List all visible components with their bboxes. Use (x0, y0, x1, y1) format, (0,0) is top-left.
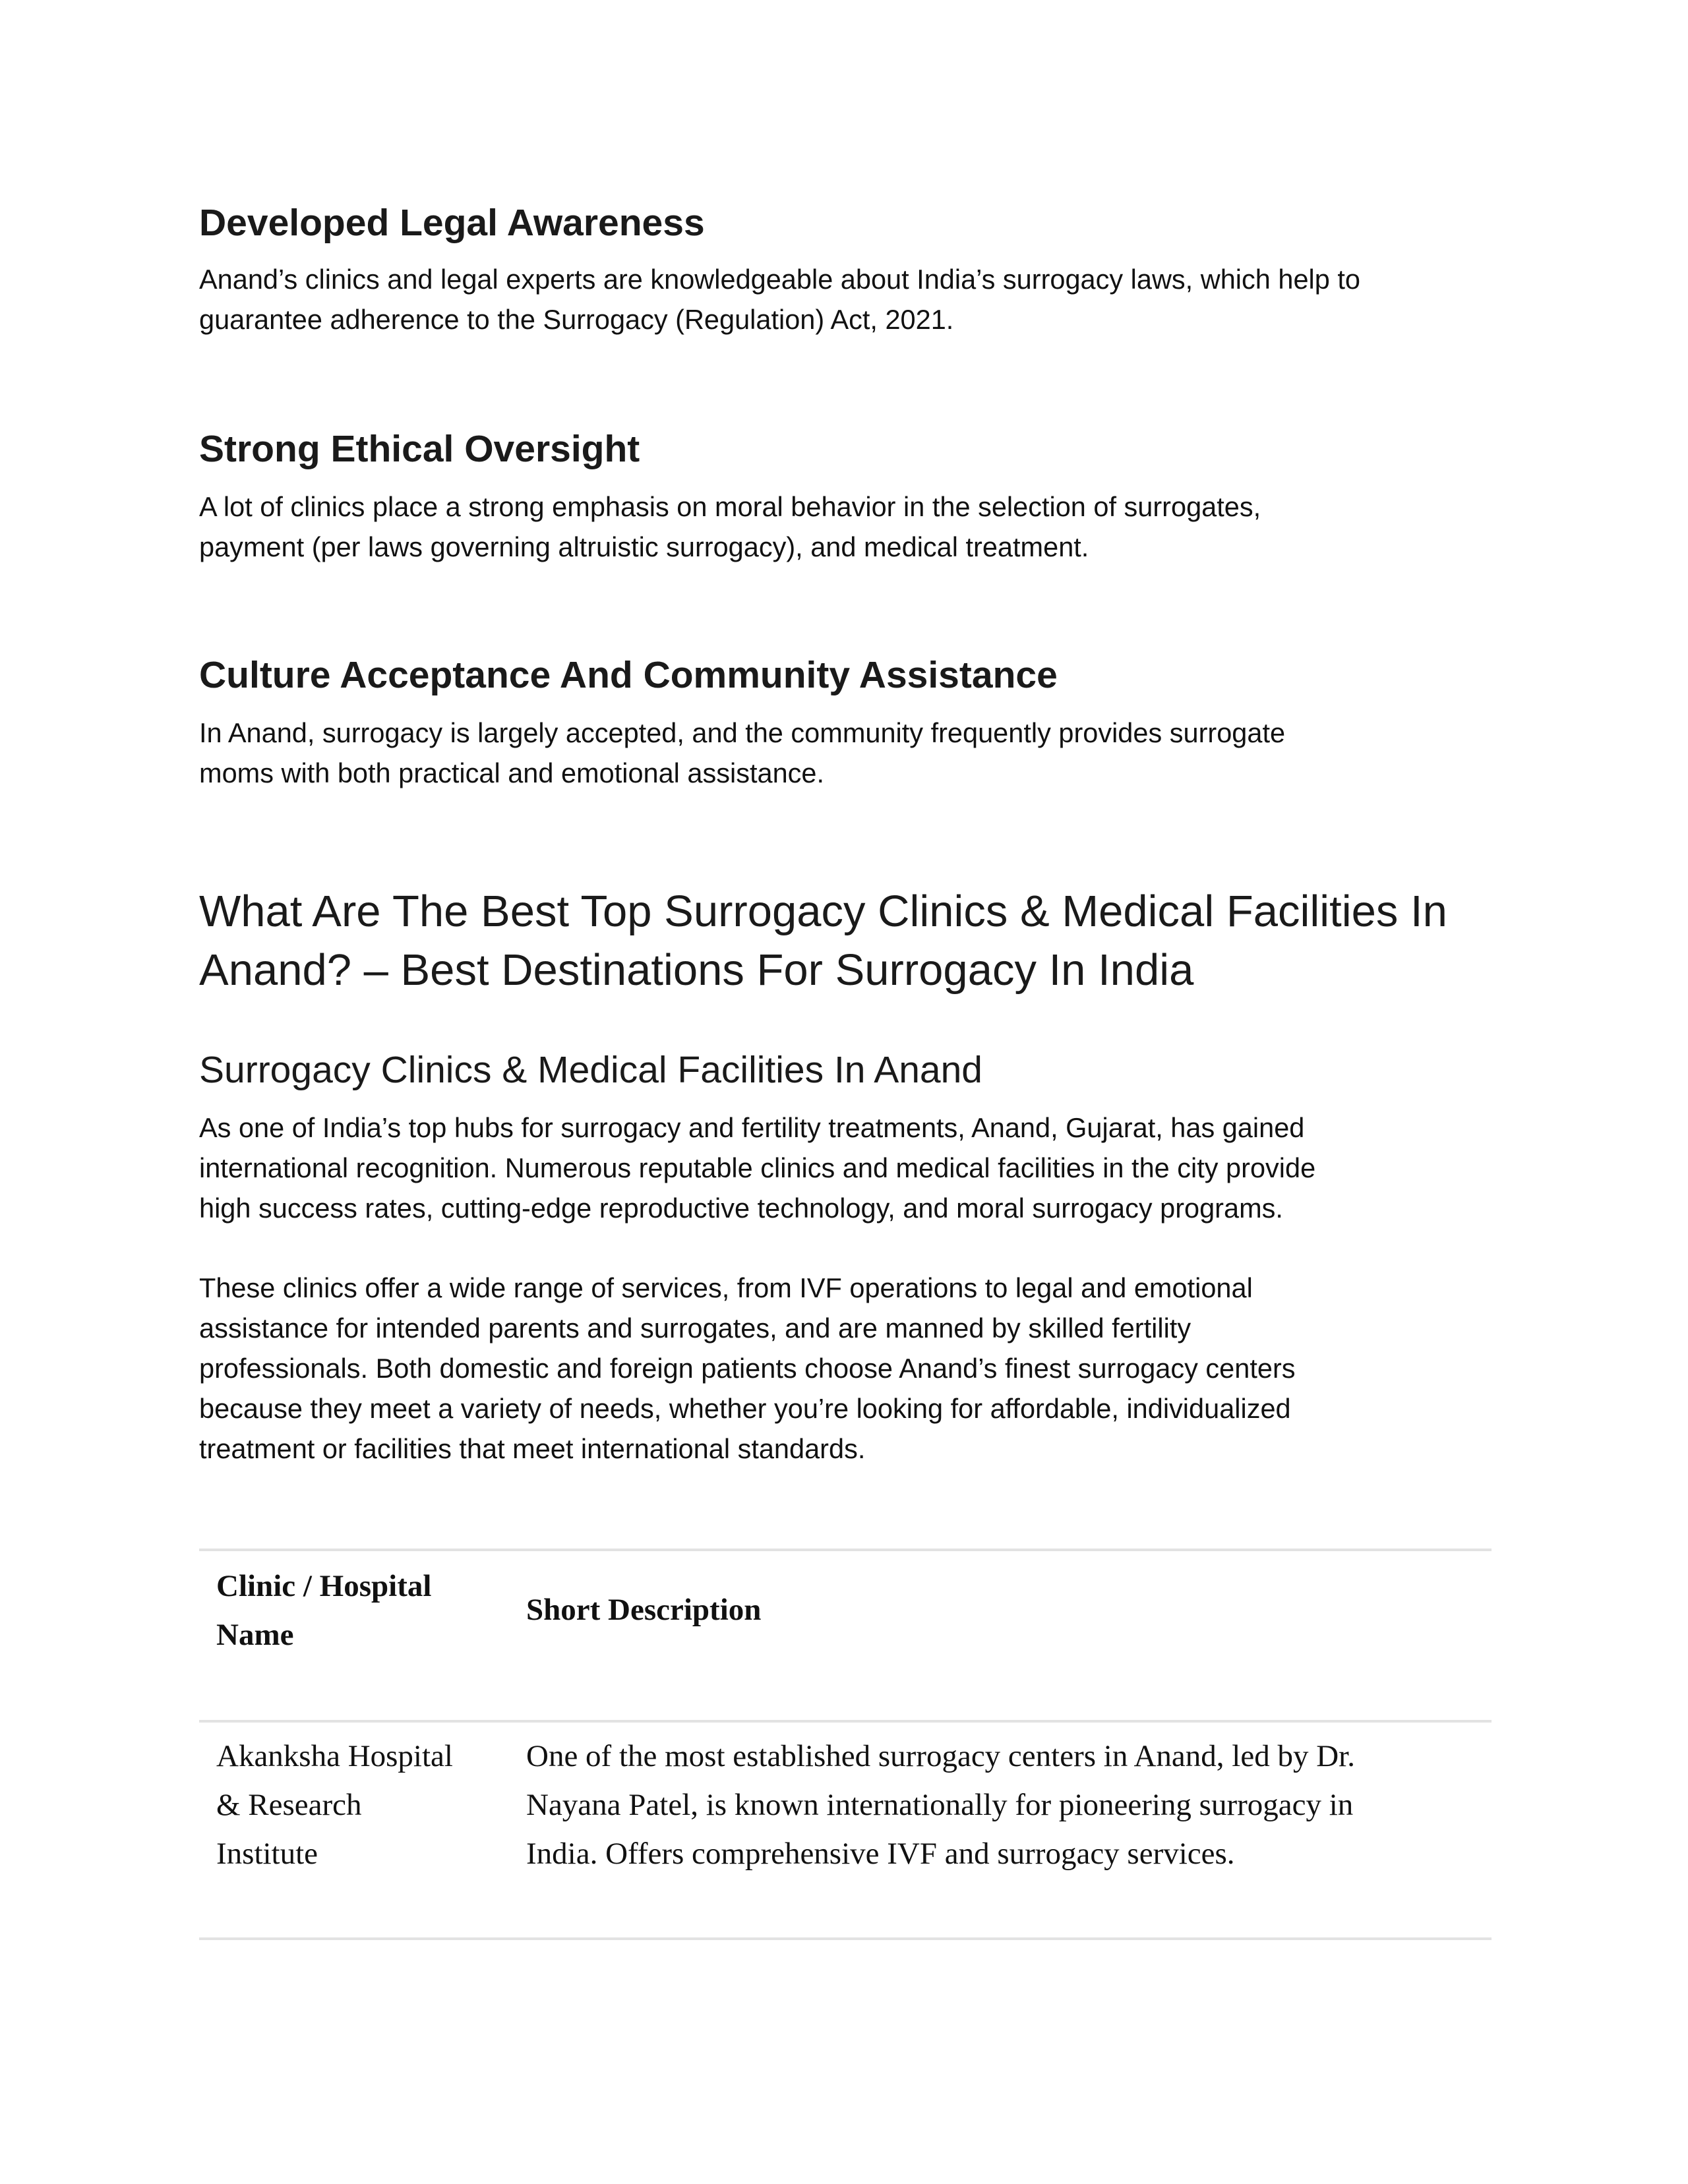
text-line: Anand’s clinics and legal experts are knowledgeable about India’s surrogacy laws, which help to (199, 264, 1360, 295)
clinic-name-cell (216, 1732, 453, 1878)
header-divider (199, 1720, 1492, 1723)
header-clinic-name (216, 1562, 431, 1659)
table-bottom-border (199, 1937, 1492, 1940)
heading-line: Anand? – Best Destinations For Surrogacy In India (199, 945, 1194, 995)
cell-line: Institute (216, 1837, 318, 1871)
text-line: assistance for intended parents and surrogates, and are manned by skilled fertility (199, 1313, 1191, 1343)
text-line: moms with both practical and emotional assistance. (199, 757, 825, 788)
text-line: because they meet a variety of needs, whether you’re looking for affordable, individualized (199, 1393, 1291, 1424)
text-line: guarantee adherence to the Surrogacy (Regulation) Act, 2021. (199, 304, 954, 335)
text-line: These clinics offer a wide range of services, from IVF operations to legal and emotional (199, 1272, 1253, 1303)
main-heading (199, 882, 1447, 999)
text-line: international recognition. Numerous reputable clinics and medical facilities in the city provide (199, 1152, 1316, 1183)
text-line: A lot of clinics place a strong emphasis on moral behavior in the selection of surrogates, (199, 491, 1261, 522)
cell-line: One of the most established surrogacy centers in Anand, led by Dr. (526, 1739, 1355, 1773)
text-line: treatment or facilities that meet international standards. (199, 1433, 866, 1464)
table-top-border (199, 1549, 1492, 1551)
cell-line: India. Offers comprehensive IVF and surrogacy services. (526, 1837, 1235, 1871)
header-line: Clinic / Hospital (216, 1569, 432, 1603)
cell-line: Akanksha Hospital (216, 1739, 453, 1773)
cell-line: & Research (216, 1788, 362, 1822)
cell-line: Nayana Patel, is known internationally for pioneering surrogacy in (526, 1788, 1354, 1822)
section-paragraph (199, 713, 1285, 793)
section-heading: Culture Acceptance And Community Assistance (199, 654, 1058, 696)
section-heading: Developed Legal Awareness (199, 202, 705, 244)
text-line: professionals. Both domestic and foreign patients choose Anand’s finest surrogacy centers (199, 1353, 1296, 1384)
description-cell (526, 1732, 1355, 1878)
section-heading: Strong Ethical Oversight (199, 428, 640, 470)
header-short-description (526, 1585, 761, 1634)
heading-line: What Are The Best Top Surrogacy Clinics & Medical Facilities In (199, 887, 1447, 936)
intro-paragraph (199, 1107, 1315, 1228)
sub-heading: Surrogacy Clinics & Medical Facilities In Anand (199, 1049, 983, 1091)
text-line: payment (per laws governing altruistic surrogacy), and medical treatment. (199, 531, 1089, 562)
section-paragraph (199, 487, 1261, 567)
text-line: In Anand, surrogacy is largely accepted, and the community frequently provides surrogate (199, 717, 1286, 748)
services-paragraph (199, 1268, 1296, 1469)
header-line: Short Description (526, 1593, 762, 1627)
text-line: As one of India’s top hubs for surrogacy and fertility treatments, Anand, Gujarat, has gained (199, 1112, 1305, 1143)
section-paragraph (199, 259, 1360, 339)
header-line: Name (216, 1618, 294, 1652)
text-line: high success rates, cutting-edge reproductive technology, and moral surrogacy programs. (199, 1193, 1283, 1224)
